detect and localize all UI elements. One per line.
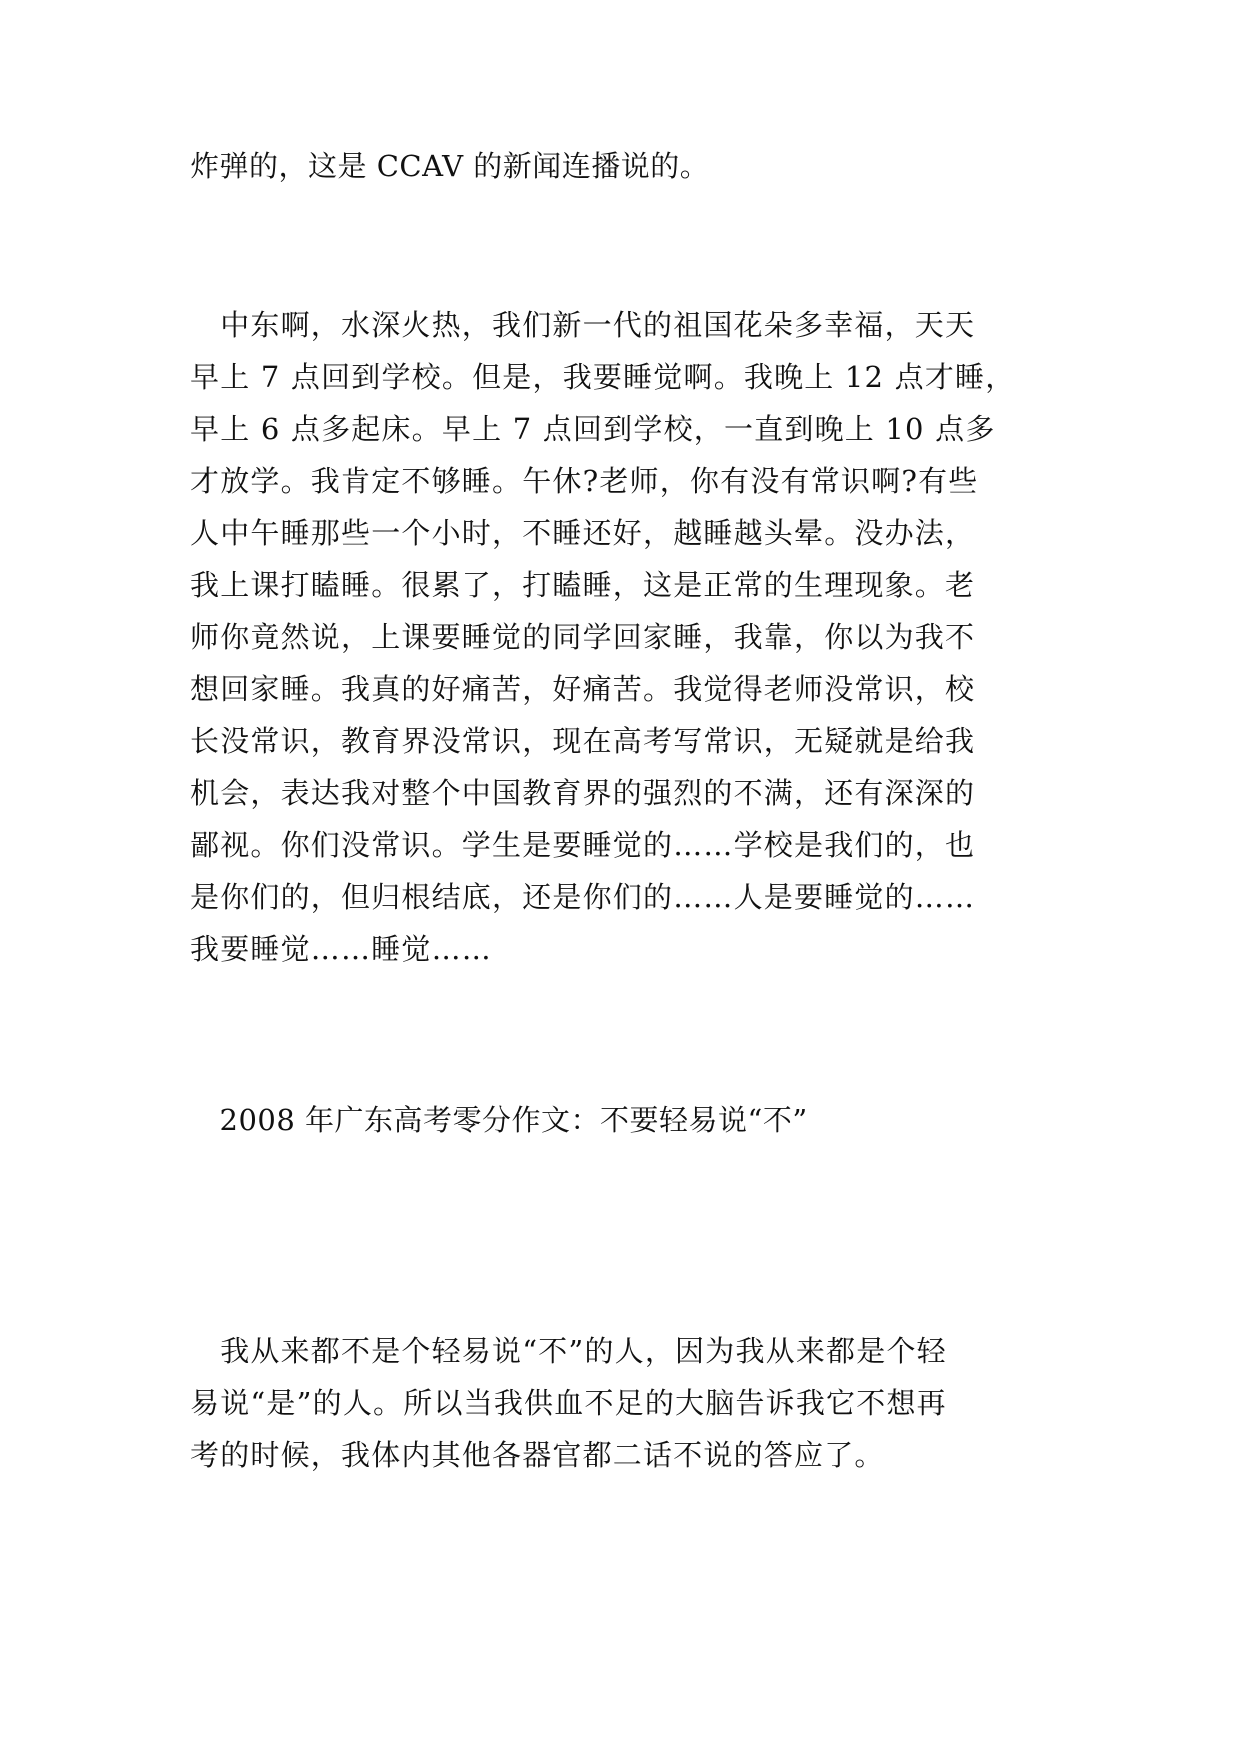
paragraph-line: 早上 7 点回到学校。但是，我要睡觉啊。我晚上 12 点才睡， xyxy=(190,360,1016,394)
continuation-text: 炸弹的，这是 CCAV 的新闻连播说的。 xyxy=(190,149,710,183)
paragraph-line: 早上 6 点多起床。早上 7 点回到学校，一直到晚上 10 点多 xyxy=(190,412,996,446)
paragraph-line: 我从来都不是个轻易说“不”的人，因为我从来都是个轻 xyxy=(190,1334,947,1368)
paragraph-line: 中东啊，水深火热，我们新一代的祖国花朵多幸福，天天 xyxy=(190,308,976,342)
paragraph-line: 鄙视。你们没常识。学生是要睡觉的……学校是我们的，也 xyxy=(190,828,976,862)
paragraph-line: 我要睡觉……睡觉…… xyxy=(190,932,493,966)
paragraph-line: 想回家睡。我真的好痛苦，好痛苦。我觉得老师没常识，校 xyxy=(190,672,976,706)
paragraph-line: 我上课打瞌睡。很累了，打瞌睡，这是正常的生理现象。老 xyxy=(190,568,976,602)
paragraph-line: 人中午睡那些一个小时，不睡还好，越睡越头晕。没办法， xyxy=(190,516,976,550)
paragraph-line: 易说“是”的人。所以当我供血不足的大脑告诉我它不想再 xyxy=(190,1386,947,1420)
section-heading: 2008 年广东高考零分作文：不要轻易说“不” xyxy=(190,1103,808,1137)
paragraph-line: 才放学。我肯定不够睡。午休?老师，你有没有常识啊?有些 xyxy=(190,464,979,498)
paragraph-line: 考的时候，我体内其他各器官都二话不说的答应了。 xyxy=(190,1438,885,1472)
paragraph-line: 师你竟然说，上课要睡觉的同学回家睡，我靠，你以为我不 xyxy=(190,620,976,654)
paragraph-line: 是你们的，但归根结底，还是你们的……人是要睡觉的…… xyxy=(190,880,976,914)
paragraph-line: 长没常识，教育界没常识，现在高考写常识，无疑就是给我 xyxy=(190,724,976,758)
paragraph-line: 机会，表达我对整个中国教育界的强烈的不满，还有深深的 xyxy=(190,776,976,810)
